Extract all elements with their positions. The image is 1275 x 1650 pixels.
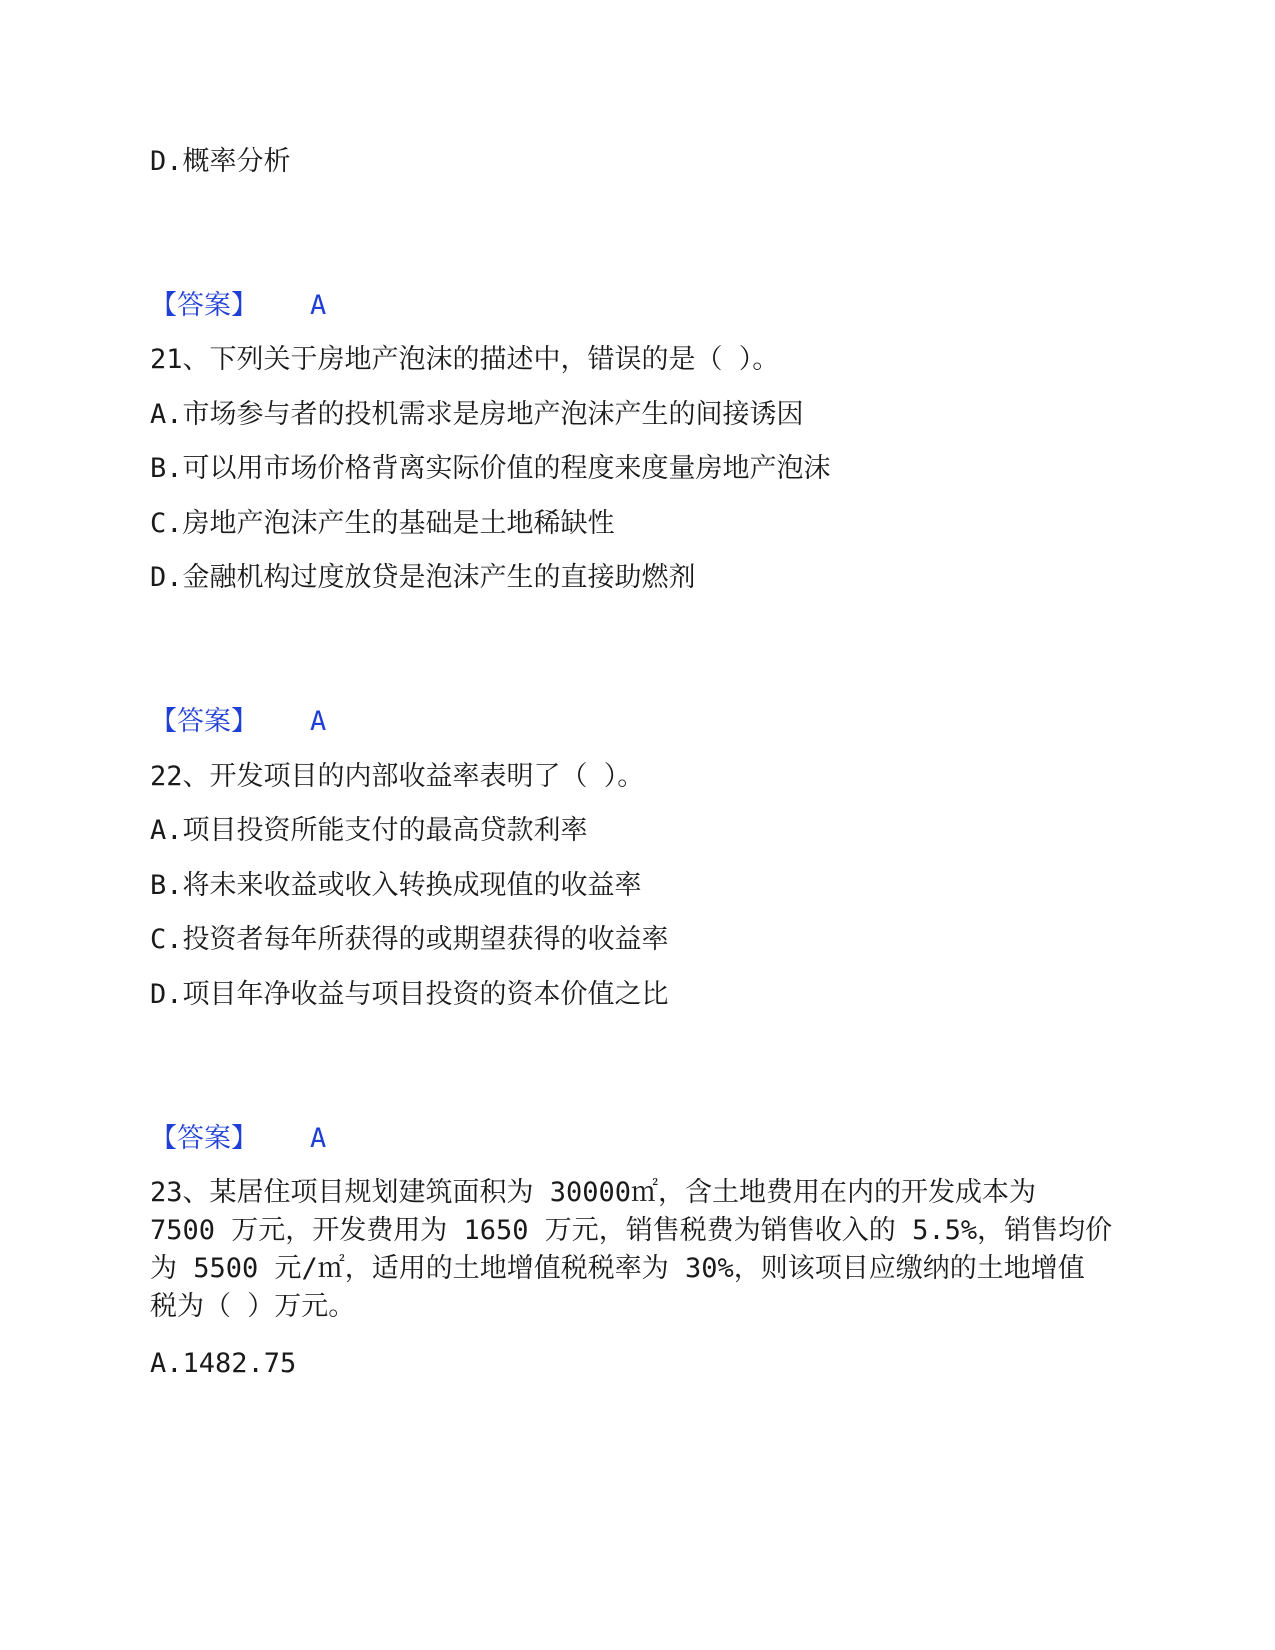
answer-q22 <box>150 1123 326 1155</box>
question-22-option-c: C.投资者每年所获得的或期望获得的收益率 <box>150 924 669 955</box>
answer-q20 <box>150 290 326 322</box>
answer-value: A <box>310 706 327 737</box>
answer-value: A <box>310 1123 327 1154</box>
question-22-stem: 22、开发项目的内部收益率表明了（ ）。 <box>150 761 645 792</box>
answer-label: 【答案】 <box>150 1123 258 1154</box>
question-23-option-a: A.1482.75 <box>150 1348 297 1379</box>
answer-label: 【答案】 <box>150 290 258 321</box>
stem-line: 7500 万元，开发费用为 1650 万元，销售税费为销售收入的 5.5%，销售均价 <box>150 1215 1113 1246</box>
stem-line: 税为（ ）万元。 <box>150 1291 356 1322</box>
question-21-option-d: D.金融机构过度放贷是泡沫产生的直接助燃剂 <box>150 562 696 593</box>
stem-line: 为 5500 元/㎡，适用的土地增值税税率为 30%，则该项目应缴纳的土地增值 <box>150 1253 1085 1284</box>
question-21-option-b: B.可以用市场价格背离实际价值的程度来度量房地产泡沫 <box>150 453 831 484</box>
question-21-option-c: C.房地产泡沫产生的基础是土地稀缺性 <box>150 508 615 539</box>
answer-q21 <box>150 706 326 738</box>
question-21-option-a: A.市场参与者的投机需求是房地产泡沫产生的间接诱因 <box>150 399 804 430</box>
answer-value: A <box>310 290 327 321</box>
stem-line: 23、某居住项目规划建筑面积为 30000㎡，含土地费用在内的开发成本为 <box>150 1177 1037 1208</box>
question-22-option-d: D.项目年净收益与项目投资的资本价值之比 <box>150 979 669 1010</box>
question-23-stem <box>150 1174 1113 1326</box>
question-22-option-b: B.将未来收益或收入转换成现值的收益率 <box>150 870 642 901</box>
option-d-q20: D.概率分析 <box>150 146 291 177</box>
answer-label: 【答案】 <box>150 706 258 737</box>
question-21-stem: 21、下列关于房地产泡沫的描述中，错误的是（ ）。 <box>150 344 780 375</box>
question-22-option-a: A.项目投资所能支付的最高贷款利率 <box>150 815 588 846</box>
